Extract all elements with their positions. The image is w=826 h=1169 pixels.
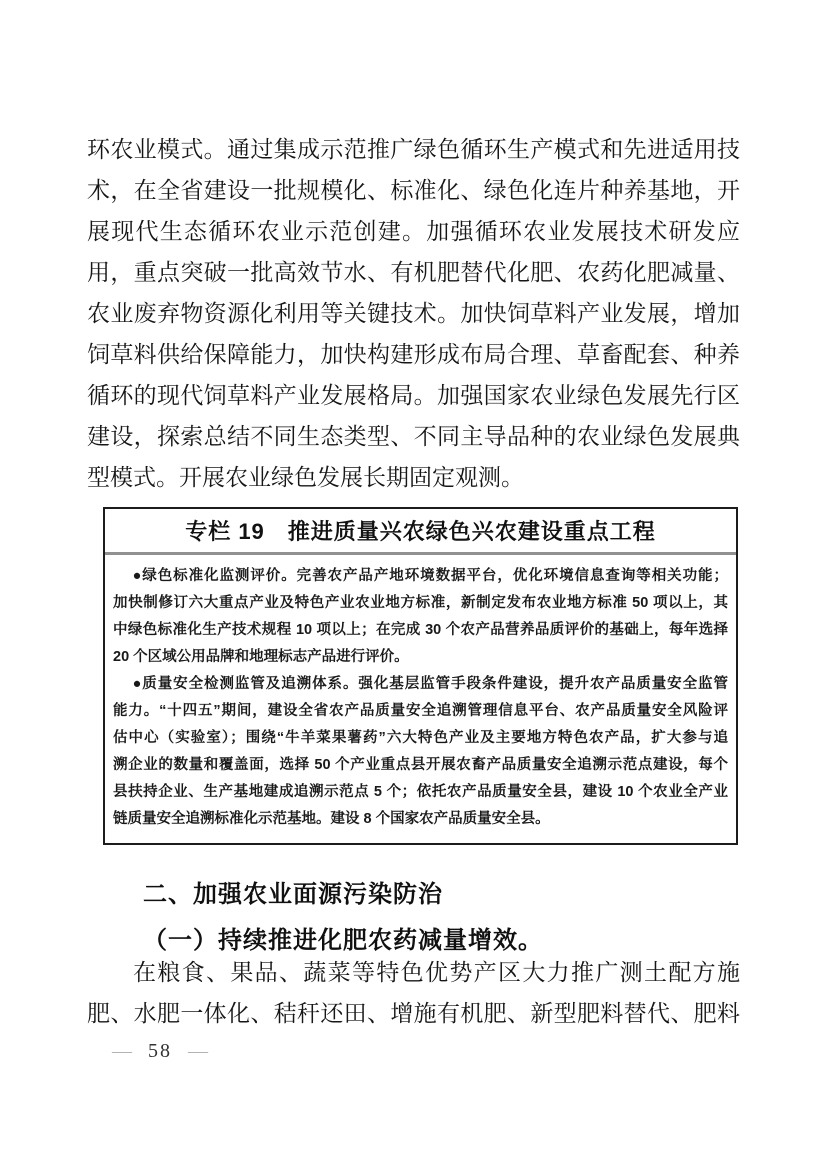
page-number-value: 58 bbox=[148, 1040, 172, 1062]
text-line: 在粮食、果品、蔬菜等特色优势产区大力推广测土配方施 bbox=[133, 960, 740, 985]
text-line: 饲草料供给保障能力，加快构建形成布局合理、草畜配套、种养 bbox=[87, 342, 740, 367]
text-line: 中绿色标准化生产技术规程 10 项以上；在完成 30 个农产品营养品质评价的基础上，每年选择 bbox=[113, 622, 728, 638]
text-line: 循环的现代饲草料产业发展格局。加强国家农业绿色发展先行区 bbox=[87, 383, 740, 408]
body-paragraph-bottom bbox=[87, 952, 740, 1034]
text-line: 20 个区域公用品牌和地理标志产品进行评价。 bbox=[113, 649, 409, 665]
text-line: 农业废弃物资源化利用等关键技术。加快饲草料产业发展，增加 bbox=[87, 301, 740, 326]
text-line: 型模式。开展农业绿色发展长期固定观测。 bbox=[87, 465, 524, 490]
column-19-box bbox=[103, 507, 738, 845]
text-line: 加快制修订六大重点产业及特色产业农业地方标准，新制定发布农业地方标准 50 项以上，其 bbox=[113, 595, 728, 611]
column-box-title: 专栏 19 推进质量兴农绿色兴农建设重点工程 bbox=[105, 509, 736, 555]
text-line: ●绿色标准化监测评价。完善农产品产地环境数据平台，优化环境信息查询等相关功能； bbox=[132, 568, 728, 584]
text-line: 估中心（实验室）；围绕“牛羊菜果薯药”六大特色产业及主要地方特色农产品，扩大参与追 bbox=[113, 730, 728, 746]
text-line: 溯企业的数量和覆盖面，选择 50 个产业重点县开展农畜产品质量安全追溯示范点建设，每个 bbox=[113, 757, 728, 773]
column-box-content bbox=[105, 555, 736, 843]
text-line: 县扶持企业、生产基地建成追溯示范点 5 个；依托农产品质量安全县，建设 10 个农业全产业 bbox=[113, 784, 728, 800]
text-line: 肥、水肥一体化、秸秆还田、增施有机肥、新型肥料替代、肥料 bbox=[87, 1001, 740, 1026]
text-line: 展现代生态循环农业示范创建。加强循环农业发展技术研发应 bbox=[87, 219, 740, 244]
text-line: 能力。“十四五”期间，建设全省农产品质量安全追溯管理信息平台、农产品质量安全风险评 bbox=[113, 703, 728, 719]
section-heading: 二、加强农业面源污染防治 bbox=[143, 881, 443, 908]
page-number bbox=[112, 1040, 208, 1063]
body-paragraph-continuation bbox=[87, 129, 740, 498]
box-paragraph-quality-safety bbox=[113, 671, 728, 833]
page-number-right-dash: — bbox=[188, 1040, 208, 1062]
text-line: 建设，探索总结不同生态类型、不同主导品种的农业绿色发展典 bbox=[87, 424, 740, 449]
text-line: 用，重点突破一批高效节水、有机肥替代化肥、农药化肥减量、 bbox=[87, 260, 740, 285]
text-line: ●质量安全检测监管及追溯体系。强化基层监管手段条件建设，提升农产品质量安全监管 bbox=[132, 676, 728, 692]
subsection-heading: （一）持续推进化肥农药减量增效。 bbox=[143, 928, 543, 954]
text-line: 环农业模式。通过集成示范推广绿色循环生产模式和先进适用技 bbox=[87, 137, 740, 162]
page-number-left-dash: — bbox=[112, 1040, 132, 1062]
text-line: 术，在全省建设一批规模化、标准化、绿色化连片种养基地，开 bbox=[87, 178, 740, 203]
text-line: 链质量安全追溯标准化示范基地。建设 8 个国家农产品质量安全县。 bbox=[113, 811, 550, 827]
box-paragraph-green-standard bbox=[113, 563, 728, 671]
